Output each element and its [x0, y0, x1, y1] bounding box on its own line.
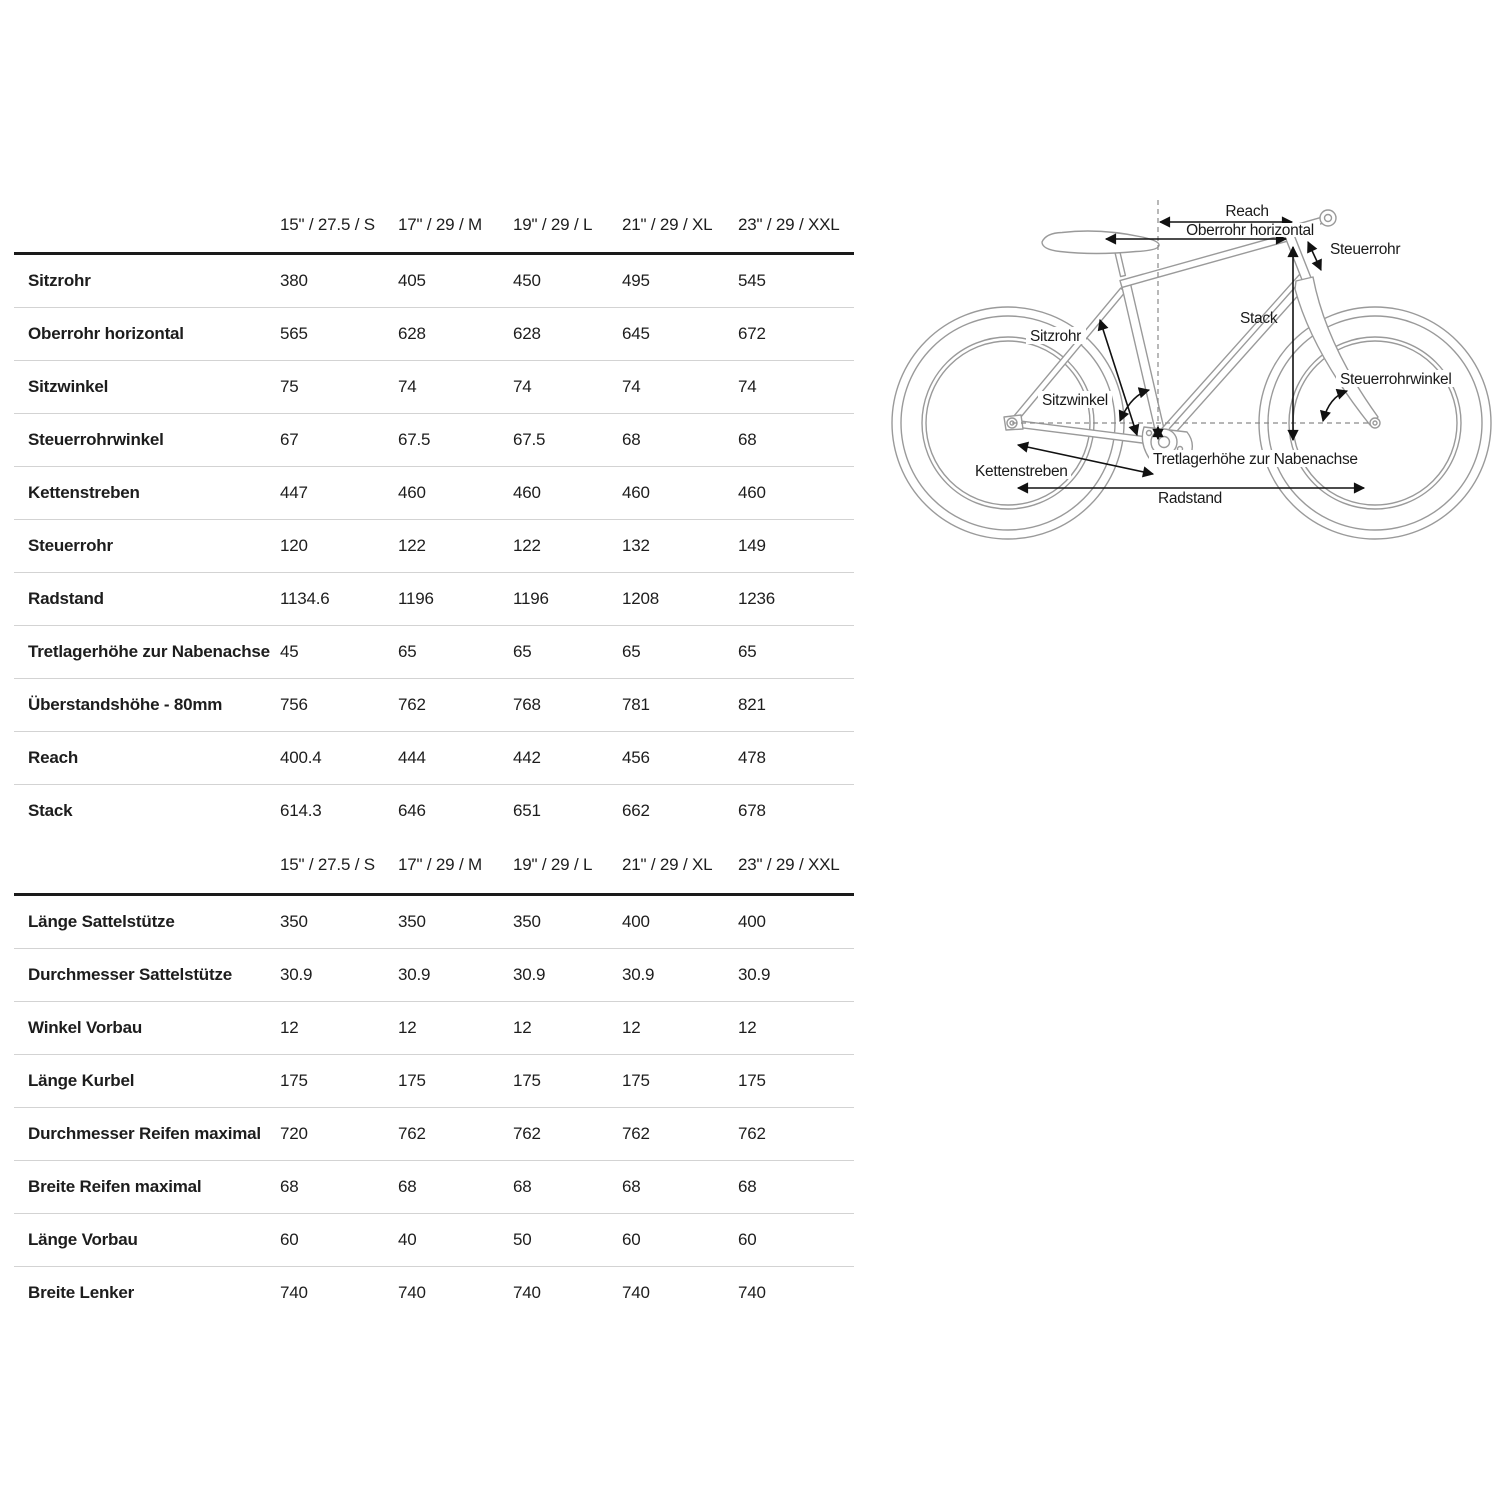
diagram-label-stack: Stack [1240, 310, 1278, 327]
value-cell: 1196 [513, 589, 549, 608]
value-cell: 60 [738, 1230, 757, 1249]
value-cell: 67.5 [398, 430, 431, 449]
row-label: Oberrohr horizontal [28, 324, 184, 343]
value-cell: 400 [622, 912, 650, 931]
value-cell: 65 [398, 642, 417, 661]
value-cell: 405 [398, 271, 426, 290]
value-cell: 175 [280, 1071, 308, 1090]
value-cell: 456 [622, 748, 650, 767]
table-row [14, 1002, 854, 1055]
value-cell: 662 [622, 801, 650, 820]
value-cell: 175 [738, 1071, 766, 1090]
size-header-cell: 17" / 29 / M [398, 855, 482, 874]
row-label: Länge Vorbau [28, 1230, 138, 1249]
value-cell: 478 [738, 748, 766, 767]
row-label: Tretlagerhöhe zur Nabenachse [28, 642, 270, 661]
steuerrohrwinkel-arc [1323, 391, 1347, 421]
value-cell: 762 [398, 695, 426, 714]
diagram-label-reach: Reach [1225, 203, 1269, 220]
value-cell: 68 [513, 1177, 532, 1196]
size-header-cell: 15" / 27.5 / S [280, 855, 375, 874]
value-cell: 30.9 [280, 965, 313, 984]
row-label: Reach [28, 748, 79, 767]
diagram-labels [971, 203, 1458, 507]
value-cell: 565 [280, 324, 308, 343]
table-row [14, 414, 854, 467]
value-cell: 444 [398, 748, 426, 767]
row-label: Breite Lenker [28, 1283, 135, 1302]
value-cell: 149 [738, 536, 766, 555]
value-cell: 132 [622, 536, 650, 555]
value-cell: 614.3 [280, 801, 322, 820]
value-cell: 768 [513, 695, 541, 714]
table-row [14, 1267, 854, 1320]
diagram-label-sitzwinkel: Sitzwinkel [1042, 392, 1108, 409]
table-row [14, 1108, 854, 1161]
diagram-label-steuerrohrwinkel: Steuerrohrwinkel [1340, 371, 1452, 388]
value-cell: 12 [738, 1018, 757, 1037]
value-cell: 350 [513, 912, 541, 931]
value-cell: 122 [398, 536, 426, 555]
value-cell: 175 [398, 1071, 426, 1090]
value-cell: 68 [622, 1177, 641, 1196]
row-label: Länge Kurbel [28, 1071, 135, 1090]
diagram-label-sitzrohr: Sitzrohr [1030, 328, 1082, 345]
value-cell: 122 [513, 536, 541, 555]
size-header-cell: 23" / 29 / XXL [738, 215, 840, 234]
value-cell: 60 [622, 1230, 641, 1249]
value-cell: 68 [738, 430, 757, 449]
value-cell: 1208 [622, 589, 660, 608]
value-cell: 12 [513, 1018, 532, 1037]
value-cell: 450 [513, 271, 541, 290]
size-header-cell: 15" / 27.5 / S [280, 215, 375, 234]
table-row [14, 732, 854, 785]
value-cell: 781 [622, 695, 650, 714]
value-cell: 74 [513, 377, 532, 396]
value-cell: 495 [622, 271, 650, 290]
value-cell: 678 [738, 801, 766, 820]
row-label: Sitzwinkel [28, 377, 109, 396]
value-cell: 40 [398, 1230, 417, 1249]
steuerrohr-arrow [1308, 242, 1321, 270]
value-cell: 740 [398, 1283, 426, 1302]
value-cell: 460 [398, 483, 426, 502]
value-cell: 762 [398, 1124, 426, 1143]
row-label: Winkel Vorbau [28, 1018, 143, 1037]
row-label: Sitzrohr [28, 271, 91, 290]
table-row [14, 626, 854, 679]
size-header-cell: 21" / 29 / XL [622, 855, 713, 874]
value-cell: 740 [280, 1283, 308, 1302]
table-row [14, 785, 854, 838]
diagram-label-oberrohr-horizontal: Oberrohr horizontal [1186, 222, 1314, 239]
diagram-label-kettenstreben: Kettenstreben [975, 463, 1068, 480]
value-cell: 75 [280, 377, 299, 396]
value-cell: 67 [280, 430, 299, 449]
value-cell: 12 [280, 1018, 299, 1037]
value-cell: 65 [738, 642, 757, 661]
value-cell: 762 [513, 1124, 541, 1143]
value-cell: 65 [622, 642, 641, 661]
value-cell: 740 [513, 1283, 541, 1302]
value-cell: 30.9 [738, 965, 771, 984]
value-cell: 74 [622, 377, 641, 396]
table-row [14, 573, 854, 626]
row-label: Stack [28, 801, 73, 820]
frame-geometry-rows [14, 254, 854, 838]
value-cell: 74 [398, 377, 417, 396]
value-cell: 350 [398, 912, 426, 931]
size-header-cell: 23" / 29 / XXL [738, 855, 840, 874]
size-header-row [14, 837, 854, 895]
value-cell: 350 [280, 912, 308, 931]
table-row [14, 1214, 854, 1267]
diagram-label-radstand: Radstand [1158, 490, 1222, 507]
value-cell: 30.9 [513, 965, 546, 984]
table-row [14, 308, 854, 361]
value-cell: 68 [738, 1177, 757, 1196]
value-cell: 720 [280, 1124, 308, 1143]
bike-geometry-diagram [890, 180, 1500, 560]
value-cell: 380 [280, 271, 308, 290]
table-row [14, 467, 854, 520]
value-cell: 68 [398, 1177, 417, 1196]
table-row [14, 895, 854, 949]
value-cell: 12 [622, 1018, 641, 1037]
table-row [14, 949, 854, 1002]
component-rows [14, 895, 854, 1320]
value-cell: 45 [280, 642, 299, 661]
corner-cell [14, 837, 280, 895]
size-header-cell: 19" / 29 / L [513, 855, 593, 874]
value-cell: 1134.6 [280, 589, 330, 608]
value-cell: 68 [622, 430, 641, 449]
row-label: Radstand [28, 589, 104, 608]
value-cell: 74 [738, 377, 757, 396]
diagram-label-tretlagerhoehe: Tretlagerhöhe zur Nabenachse [1153, 451, 1358, 468]
frame-geometry-table [14, 198, 854, 837]
value-cell: 756 [280, 695, 308, 714]
value-cell: 740 [738, 1283, 766, 1302]
table-row [14, 361, 854, 414]
value-cell: 1236 [738, 589, 776, 608]
value-cell: 545 [738, 271, 766, 290]
component-geometry-table [14, 837, 854, 1319]
value-cell: 645 [622, 324, 650, 343]
value-cell: 447 [280, 483, 308, 502]
row-label: Durchmesser Reifen maximal [28, 1124, 261, 1143]
table-row [14, 1055, 854, 1108]
value-cell: 646 [398, 801, 426, 820]
value-cell: 821 [738, 695, 766, 714]
size-header-row [14, 198, 854, 254]
row-label: Steuerrohr [28, 536, 113, 555]
table-row [14, 254, 854, 308]
value-cell: 442 [513, 748, 541, 767]
value-cell: 651 [513, 801, 541, 820]
row-label: Überstandshöhe - 80mm [28, 695, 223, 714]
value-cell: 12 [398, 1018, 417, 1037]
row-label: Länge Sattelstütze [28, 912, 175, 931]
value-cell: 30.9 [398, 965, 431, 984]
size-header-cell: 17" / 29 / M [398, 215, 482, 234]
value-cell: 460 [738, 483, 766, 502]
value-cell: 50 [513, 1230, 532, 1249]
geometry-table-section [14, 198, 854, 1319]
value-cell: 628 [398, 324, 426, 343]
value-cell: 1196 [398, 589, 434, 608]
corner-cell [14, 198, 280, 254]
value-cell: 628 [513, 324, 541, 343]
value-cell: 175 [622, 1071, 650, 1090]
row-label: Breite Reifen maximal [28, 1177, 202, 1196]
table-row [14, 520, 854, 573]
value-cell: 65 [513, 642, 532, 661]
value-cell: 460 [513, 483, 541, 502]
size-header-cell: 19" / 29 / L [513, 215, 593, 234]
value-cell: 175 [513, 1071, 541, 1090]
value-cell: 68 [280, 1177, 299, 1196]
value-cell: 400 [738, 912, 766, 931]
diagram-label-steuerrohr: Steuerrohr [1330, 241, 1401, 258]
value-cell: 460 [622, 483, 650, 502]
value-cell: 67.5 [513, 430, 546, 449]
table-row [14, 1161, 854, 1214]
value-cell: 120 [280, 536, 308, 555]
value-cell: 762 [738, 1124, 766, 1143]
row-label: Kettenstreben [28, 483, 140, 502]
size-header-cell: 21" / 29 / XL [622, 215, 713, 234]
row-label: Steuerrohrwinkel [28, 430, 164, 449]
value-cell: 672 [738, 324, 766, 343]
value-cell: 60 [280, 1230, 299, 1249]
value-cell: 762 [622, 1124, 650, 1143]
table-row [14, 679, 854, 732]
value-cell: 400.4 [280, 748, 322, 767]
value-cell: 30.9 [622, 965, 655, 984]
value-cell: 740 [622, 1283, 650, 1302]
row-label: Durchmesser Sattelstütze [28, 965, 232, 984]
